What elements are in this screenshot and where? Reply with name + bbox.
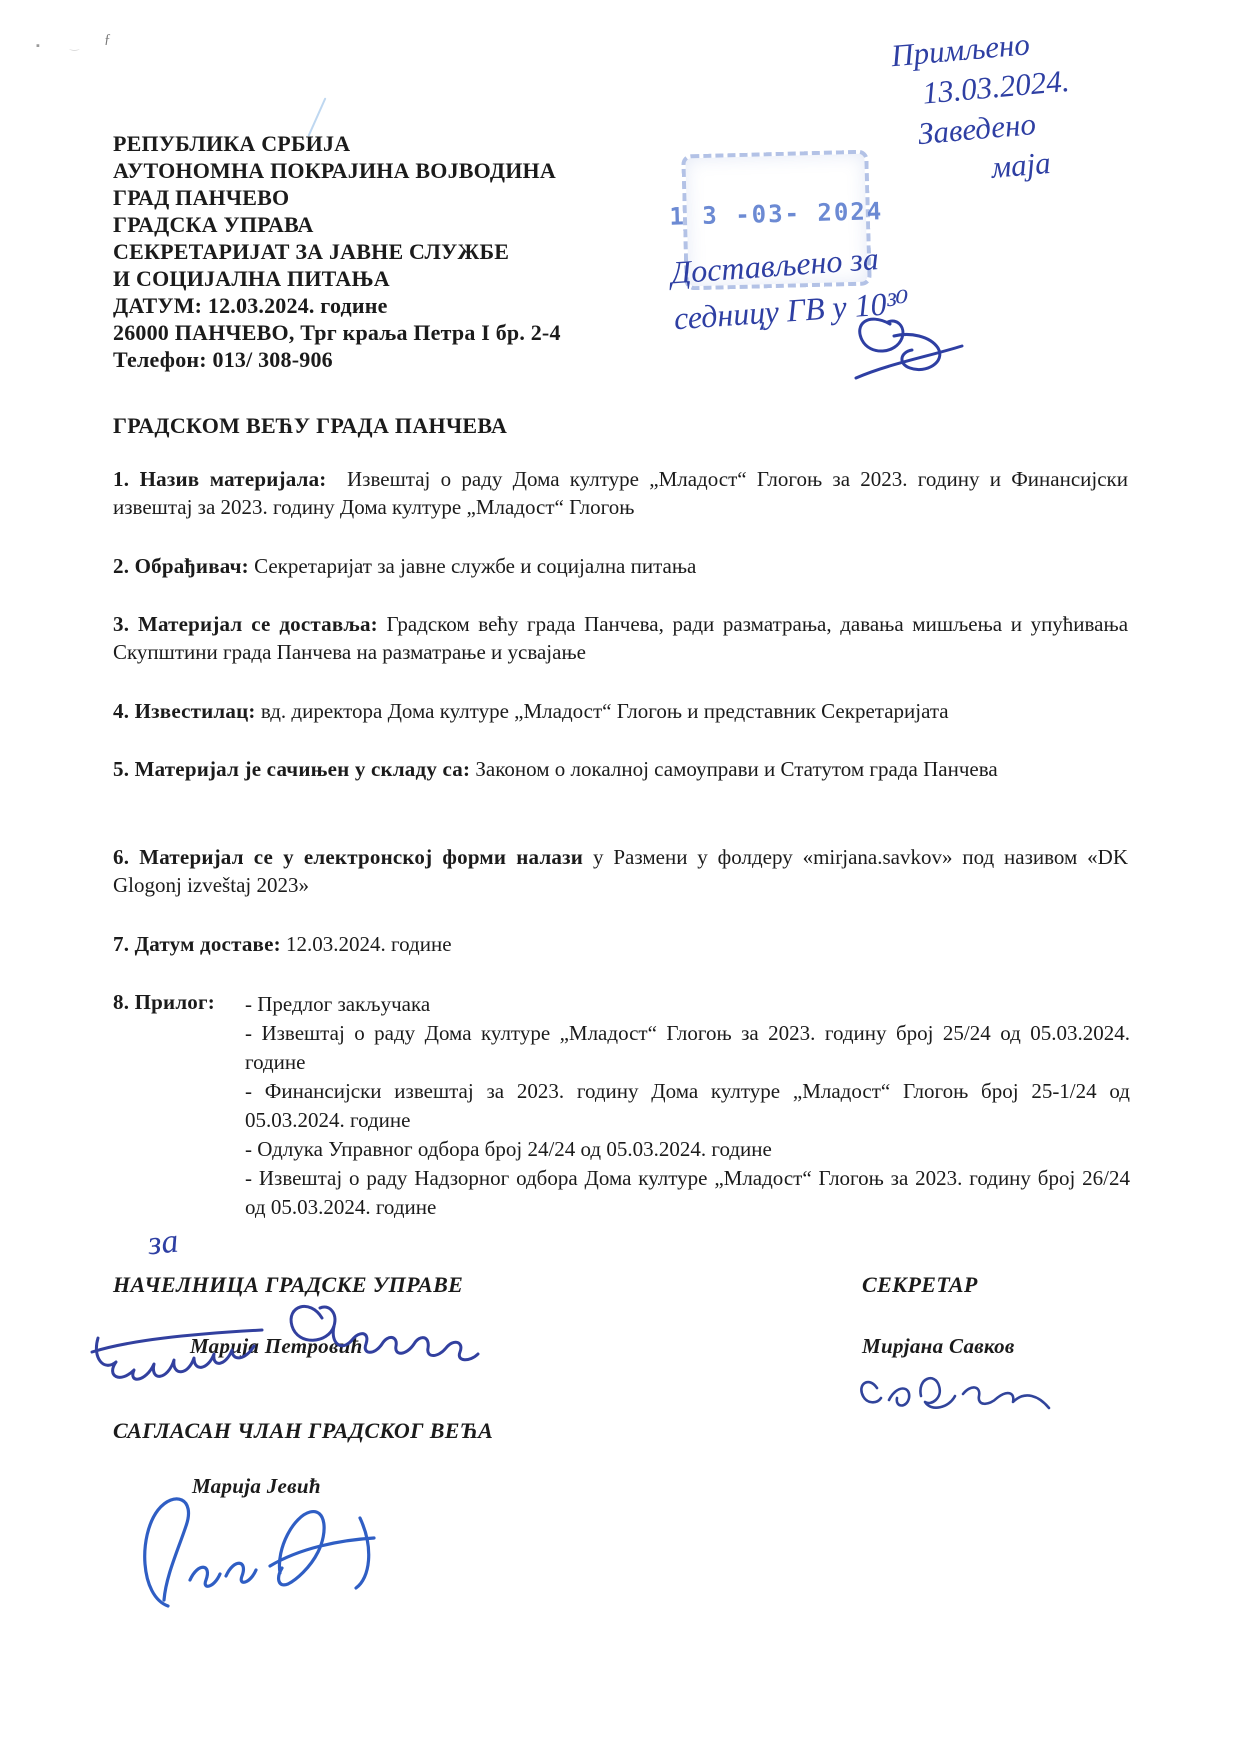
letterhead-line: И СОЦИЈАЛНА ПИТАЊА xyxy=(113,266,390,291)
item-label: 3. Материјал се доставља: xyxy=(113,612,378,636)
item-label: 2. Обрађивач: xyxy=(113,554,249,578)
signature-mirjana-savkov xyxy=(855,1362,1055,1422)
item-label: 1. Назив материјала: xyxy=(113,467,327,491)
item-label: 4. Известилац: xyxy=(113,699,256,723)
received-line: 13.03.2024. xyxy=(921,62,1071,111)
left-signatory-name: Марија Петровић xyxy=(190,1334,363,1358)
letterhead-line: РЕПУБЛИКА СРБИЈА xyxy=(113,131,351,156)
scan-artifact-dot: ▪ xyxy=(36,40,40,52)
item-1-naziv-materijala xyxy=(113,465,1128,521)
item-text: Извештај о раду Дома културе „Младост“ Глогоњ за 2023. годину и Финансијски извештај за 2023. годину Дома културе „Младост“ Глогоњ xyxy=(113,467,1128,519)
letterhead-line: ГРАДСКА УПРАВА xyxy=(113,212,314,237)
letterhead-line: ГРАД ПАНЧЕВО xyxy=(113,185,290,210)
left-signatory-title: НАЧЕЛНИЦА ГРАДСКЕ УПРАВЕ xyxy=(113,1272,464,1297)
letterhead-line: СЕКРЕТАРИЈАТ ЗА ЈАВНЕ СЛУЖБЕ xyxy=(113,239,510,264)
item-text: Законом о локалној самоуправи и Статутом града Панчева xyxy=(475,757,998,781)
received-line: Примљено xyxy=(889,26,1032,74)
agree-signatory-title: САГЛАСАН ЧЛАН ГРАДСКОГ ВЕЋА xyxy=(113,1418,494,1443)
item-text: 12.03.2024. године xyxy=(286,932,452,956)
agree-signatory-name: Марија Јевић xyxy=(192,1474,321,1498)
signature-marija-jevic xyxy=(130,1488,400,1613)
attachments-list xyxy=(245,990,1130,1222)
letterhead-line: АУТОНОМНА ПОКРАЈИНА ВОЈВОДИНА xyxy=(113,158,556,183)
letterhead xyxy=(113,130,561,373)
received-line: Заведено xyxy=(916,105,1038,152)
stamp-date-text: 1 3 -03- 2024 xyxy=(669,197,884,231)
handwritten-za-mark: за xyxy=(146,1222,181,1263)
right-signatory-title: СЕКРЕТАР xyxy=(862,1272,978,1297)
item-2-obradjivac xyxy=(113,552,1128,580)
item-label: 5. Материјал је сачињен у складу са: xyxy=(113,757,471,781)
item-label: 7. Датум доставе: xyxy=(113,932,281,956)
item-text: вд. директора Дома културе „Младост“ Глогоњ и представник Секретаријата xyxy=(260,699,949,723)
item-6-elektronska-forma xyxy=(113,843,1128,899)
delivered-line: Достављено за xyxy=(669,240,880,291)
item-7-datum-dostave xyxy=(113,930,1128,958)
item-text: Секретаријат за јавне службе и социјална питања xyxy=(254,554,697,578)
attachment-item: - Финансијски извештај за 2023. годину Дома културе „Младост“ Глогоњ број 25-1/24 од 05.03.2024. године xyxy=(245,1079,1130,1132)
letterhead-address-line: 26000 ПАНЧЕВО, Трг краља Петра I бр. 2-4 xyxy=(113,320,561,345)
item-label: 6. Материјал се у електронској форми налази xyxy=(113,845,584,869)
attachment-item: - Предлог закључака xyxy=(245,992,431,1016)
addressee-line: ГРАДСКОМ ВЕЋУ ГРАДА ПАНЧЕВА xyxy=(113,413,508,438)
item-3-materijal-se-dostavlja xyxy=(113,610,1128,666)
letterhead-phone-line: Телефон: 013/ 308-906 xyxy=(113,347,333,372)
delivered-line: седницу ГВ у 10³⁰ xyxy=(672,284,911,337)
signature-marija-petrovic xyxy=(90,1300,480,1405)
letterhead-date-line: ДАТУМ: 12.03.2024. године xyxy=(113,293,388,318)
scan-artifact-smudge: ‿ xyxy=(70,39,79,51)
item-text: Градском већу града Панчева, ради разматрања, давања мишљења и упућивања Скупштини града Панчева на разматрање и усвајање xyxy=(113,612,1129,664)
scan-artifact-mark: ƒ xyxy=(104,32,111,47)
attachment-item: - Извештај о раду Дома културе „Младост“ Глогоњ за 2023. годину број 25/24 од 05.03.2024. године xyxy=(245,1021,1130,1074)
item-4-izvestilac xyxy=(113,697,1128,725)
attachment-item: - Извештај о раду Надзорног одбора Дома културе „Младост“ Глогоњ за 2023. годину број 26/24 од 05.03.2024. године xyxy=(245,1166,1130,1219)
received-line: маја xyxy=(989,144,1052,185)
attachment-item: - Одлука Управног одбора број 24/24 од 05.03.2024. године xyxy=(245,1137,772,1161)
item-8-prilog-label: 8. Прилог: xyxy=(113,990,215,1014)
handwritten-paraph xyxy=(838,306,968,391)
right-signatory-name: Мирјана Савков xyxy=(862,1334,1015,1358)
handwritten-received-note xyxy=(889,16,1132,195)
item-5-materijal-u-skladu-sa xyxy=(113,755,1128,783)
item-text: у Размени у фолдеру «mirjana.savkov» под називом «DK Glogonj izveštaj 2023» xyxy=(113,845,1129,897)
